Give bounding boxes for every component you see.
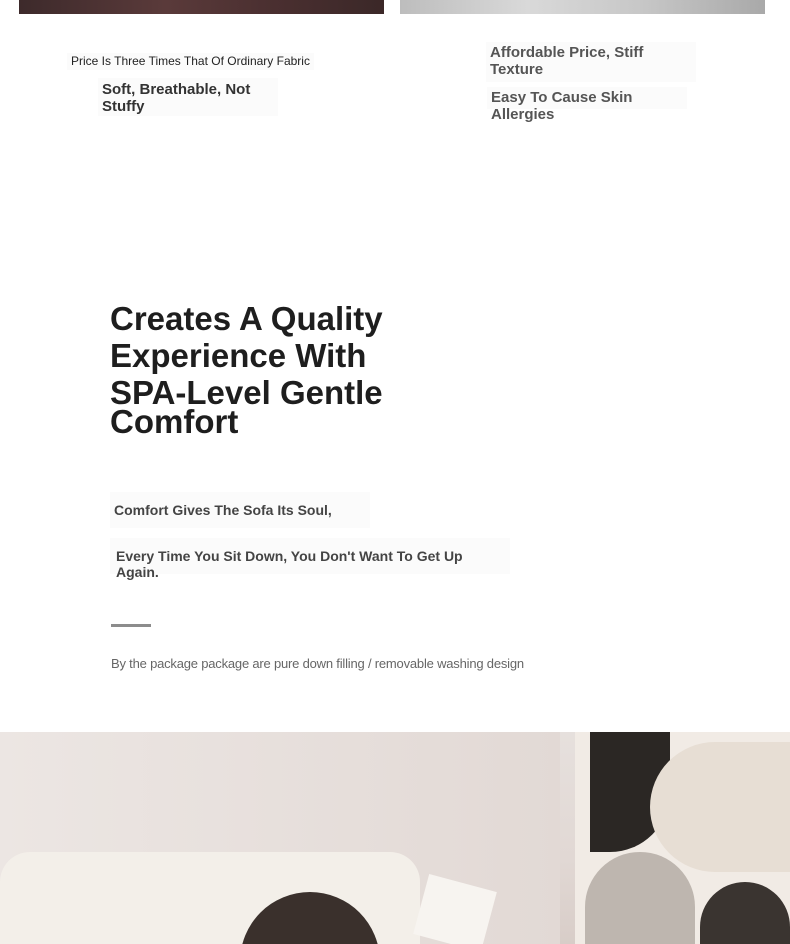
lifestyle-photo	[0, 732, 790, 944]
right-feature-tag: Easy To Cause Skin Allergies	[487, 87, 687, 109]
heading-line-2: Experience With	[110, 337, 367, 374]
right-price-tag: Affordable Price, Stiff Texture	[486, 42, 696, 82]
heading-line-1: Creates A Quality	[110, 300, 383, 337]
fabric-photo-left	[19, 0, 384, 14]
design-note: By the package package are pure down filling / removable washing design	[111, 656, 524, 671]
left-price-tag: Price Is Three Times That Of Ordinary Fabric	[67, 53, 314, 70]
section-heading	[110, 300, 530, 440]
subtitle-second: Every Time You Sit Down, You Don't Want To Get Up Again.	[110, 538, 510, 574]
subtitle-first: Comfort Gives The Sofa Its Soul,	[110, 492, 370, 528]
left-feature-tag: Soft, Breathable, Not Stuffy	[98, 78, 278, 116]
section-divider	[111, 624, 151, 627]
heading-line-3: SPA-Level Gentle	[110, 374, 383, 411]
wall-art-shape	[650, 742, 790, 872]
heading-line-4: Comfort	[110, 403, 239, 440]
fabric-photo-right	[400, 0, 765, 14]
